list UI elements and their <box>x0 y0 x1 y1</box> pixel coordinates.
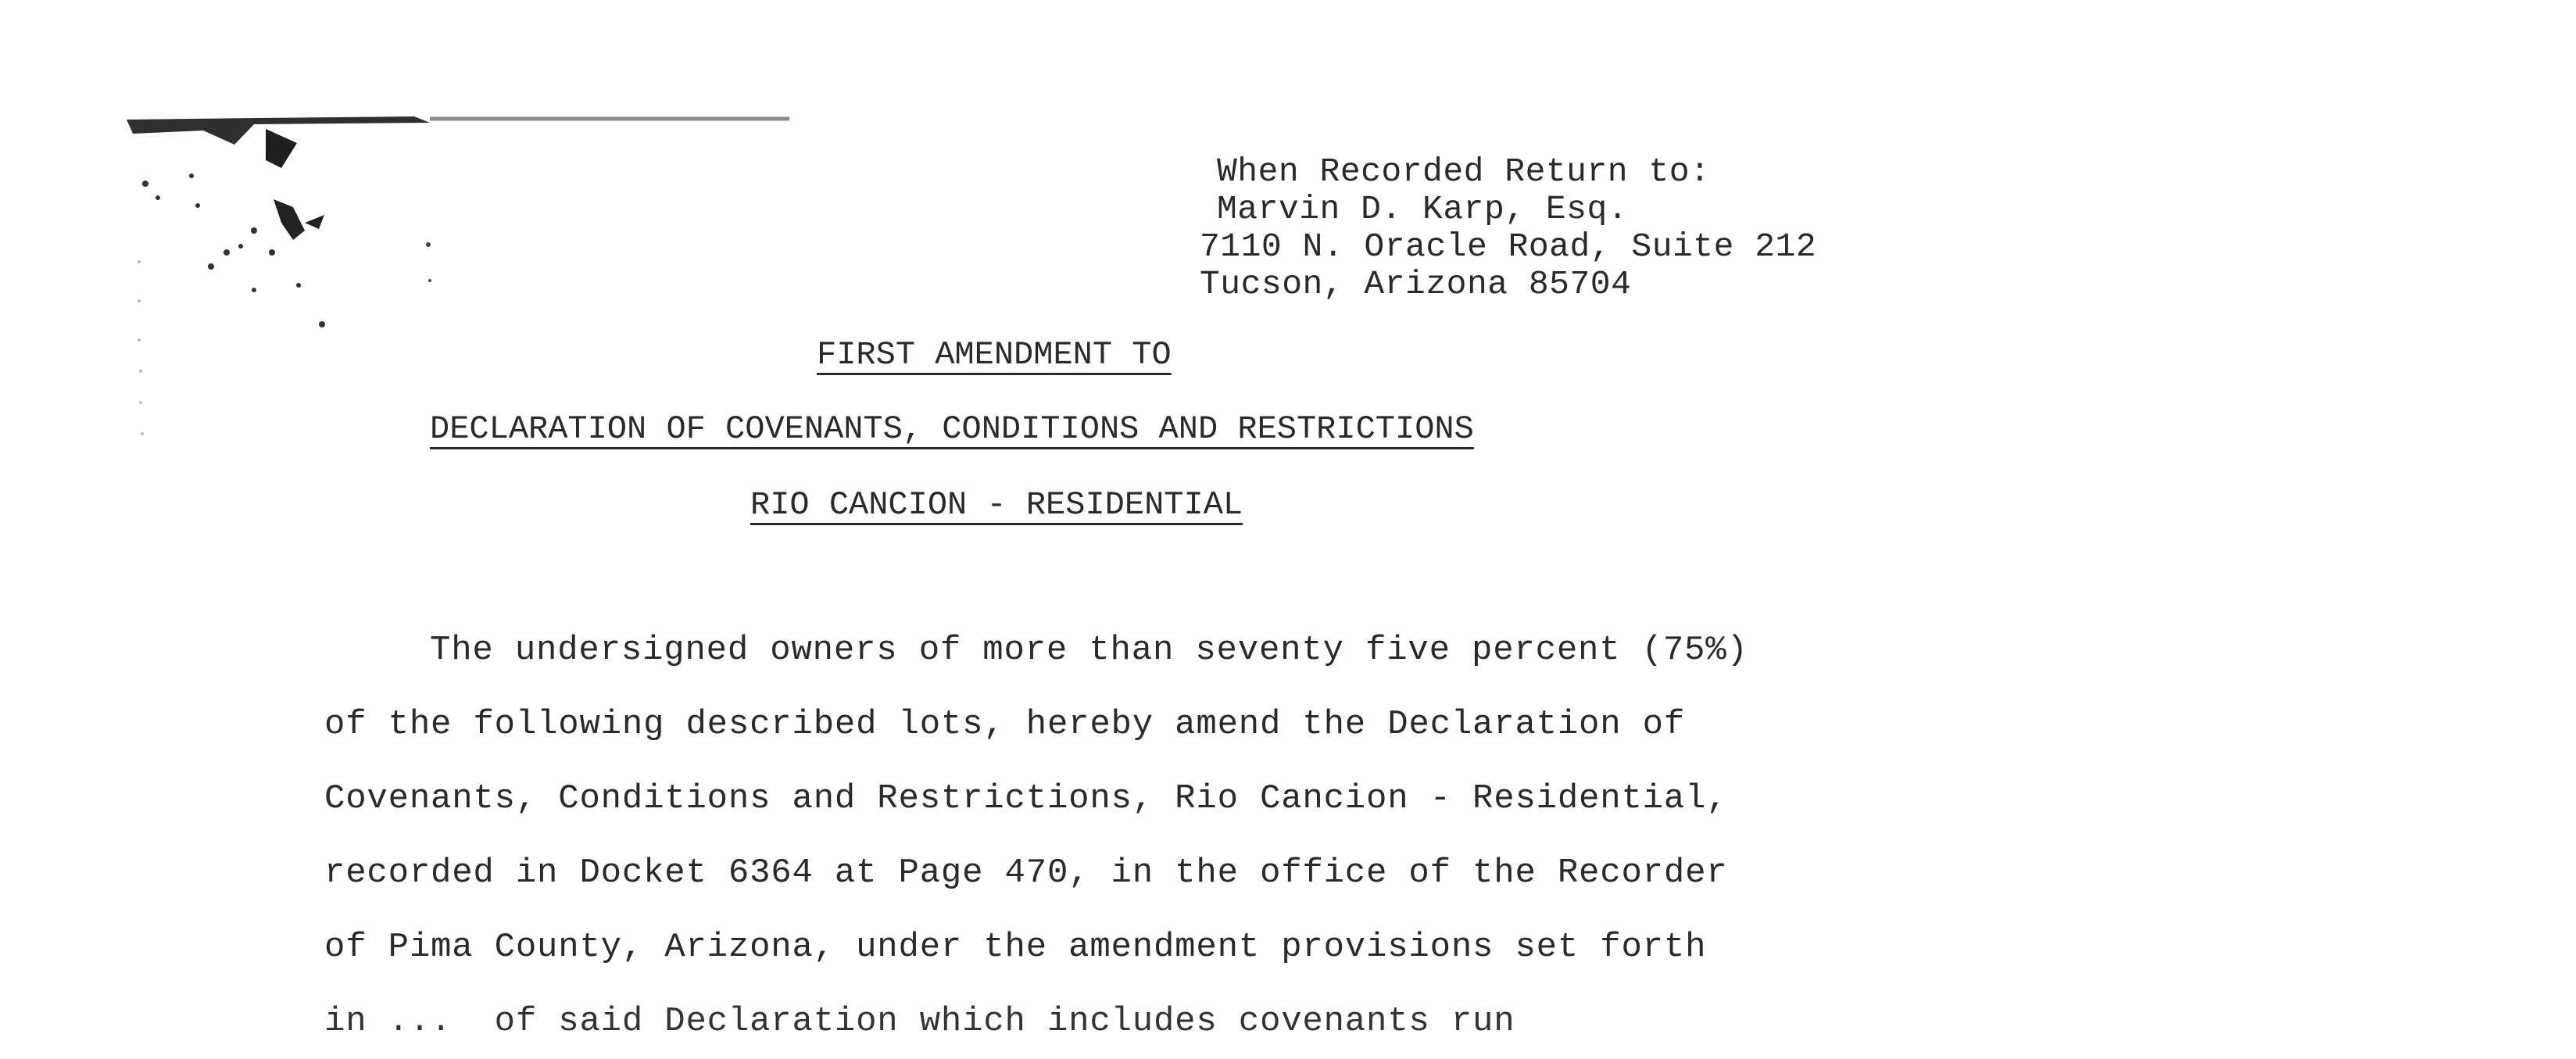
return-to-name: Marvin D. Karp, Esq. <box>1217 190 1629 228</box>
return-address-block <box>1200 153 1903 303</box>
body-line: recorded in Docket 6364 at Page 470, in the office of the Recorder <box>324 853 1728 893</box>
document-title-line-1: FIRST AMENDMENT TO <box>817 336 1172 374</box>
return-to-heading: When Recorded Return to: <box>1217 152 1711 191</box>
body-paragraph <box>324 614 1966 1041</box>
body-line-partial: in ... of said Declaration which includes covenants run <box>324 1002 1515 1041</box>
body-line: Covenants, Conditions and Restrictions, Rio Cancion - Residential, <box>324 779 1728 818</box>
body-line: The undersigned owners of more than seventy five percent (75%) <box>430 631 1748 670</box>
body-line: of Pima County, Arizona, under the amendment provisions set forth <box>324 928 1707 967</box>
return-to-city: Tucson, Arizona 85704 <box>1200 265 1632 303</box>
return-to-street: 7110 N. Oracle Road, Suite 212 <box>1200 227 1817 266</box>
document-title-line-3: RIO CANCION - RESIDENTIAL <box>750 486 1243 524</box>
body-line: of the following described lots, hereby amend the Declaration of <box>324 705 1686 744</box>
document-title-line-2: DECLARATION OF COVENANTS, CONDITIONS AND RESTRICTIONS <box>430 410 1474 448</box>
